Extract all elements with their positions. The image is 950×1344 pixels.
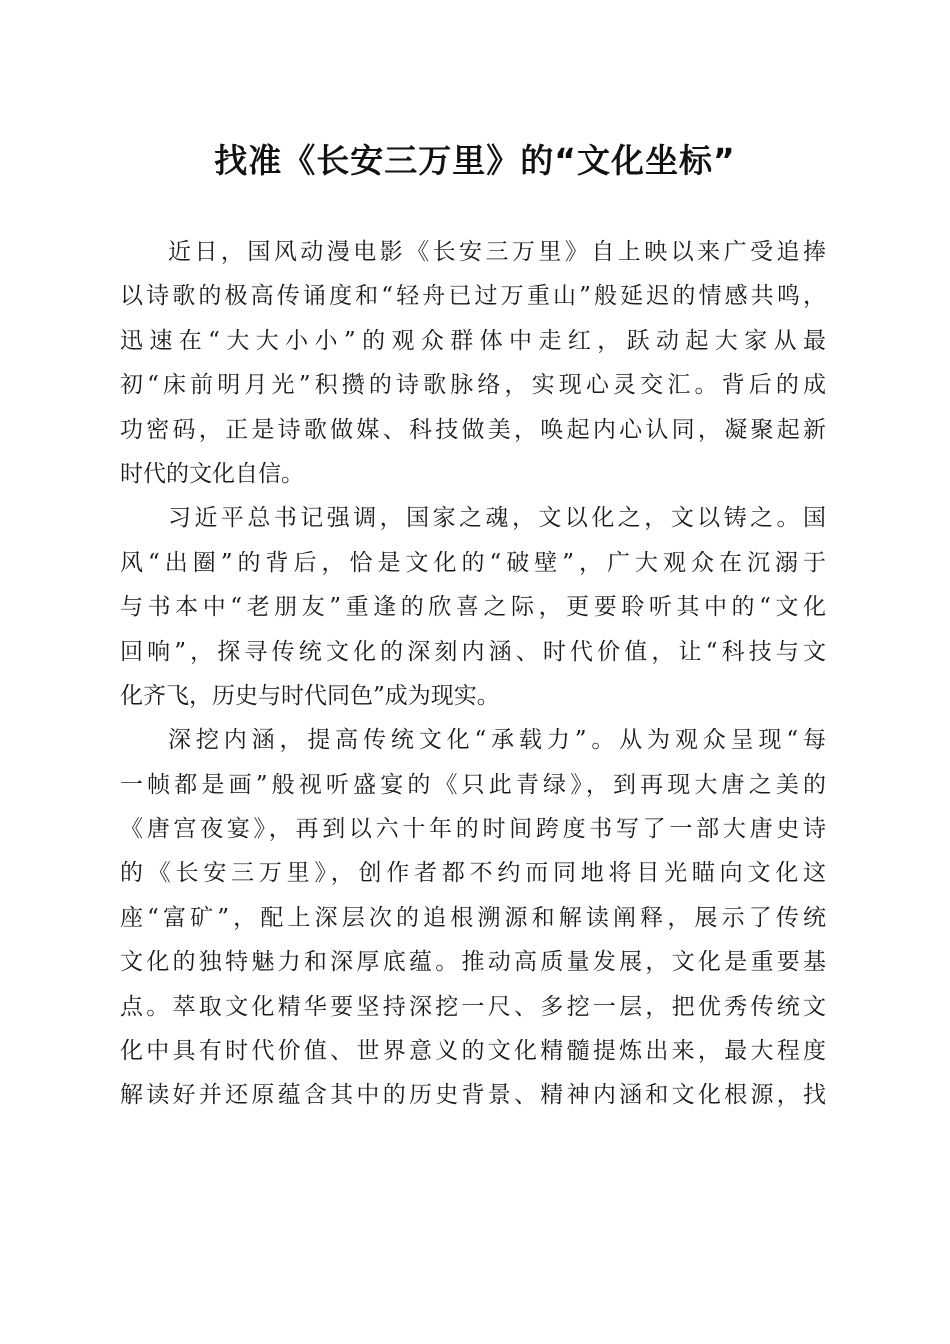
text-line: 解读好并还原蕴含其中的历史背景、精神内涵和文化根源，找 [120, 1082, 826, 1109]
text-line: 回响”，探寻传统文化的深刻内涵、时代价值，让“科技与文 [120, 638, 826, 665]
paragraph-1 [120, 230, 826, 496]
text-line: 功密码，正是诗歌做媒、科技做美，唤起内心认同，凝聚起新 [120, 416, 826, 443]
text-line: 迅速在“大大小小”的观众群体中走红，跃动起大家从最 [120, 327, 826, 354]
text-line: 近日，国风动漫电影《长安三万里》自上映以来广受追捧 [168, 239, 826, 265]
text-line: 点。萃取文化精华要坚持深挖一尺、多挖一层，把优秀传统文 [120, 993, 826, 1020]
text-line: 《唐宫夜宴》，再到以六十年的时间跨度书写了一部大唐史诗 [120, 816, 826, 843]
text-line: 一帧都是画”般视听盛宴的《只此青绿》，到再现大唐之美的 [120, 771, 826, 798]
document-body [120, 230, 826, 1118]
text-line: 以诗歌的极高传诵度和“轻舟已过万重山”般延迟的情感共鸣， [120, 283, 826, 310]
text-line: 化齐飞，历史与时代同色”成为现实。 [120, 682, 500, 709]
text-line: 化中具有时代价值、世界意义的文化精髓提炼出来，最大程度 [120, 1038, 826, 1065]
text-line: 时代的文化自信。 [120, 460, 304, 487]
paragraph-3 [120, 718, 826, 1118]
text-line: 风“出圈”的背后，恰是文化的“破壁”，广大观众在沉溺于 [120, 549, 826, 576]
text-line: 座“富矿”，配上深层次的追根溯源和解读阐释，展示了传统 [120, 904, 826, 931]
text-line: 文化的独特魅力和深厚底蕴。推动高质量发展，文化是重要基 [120, 949, 826, 976]
text-line: 与书本中“老朋友”重逢的欣喜之际，更要聆听其中的“文化 [120, 594, 826, 621]
text-line: 的《长安三万里》，创作者都不约而同地将目光瞄向文化这 [120, 860, 826, 887]
text-line: 深挖内涵，提高传统文化“承载力”。从为观众呈现“每 [168, 727, 826, 754]
text-line: 初“床前明月光”积攒的诗歌脉络，实现心灵交汇。背后的成 [120, 372, 826, 399]
text-line: 习近平总书记强调，国家之魂，文以化之，文以铸之。国 [168, 505, 826, 532]
document-title: 找准《长安三万里》的“文化坐标” [214, 141, 736, 180]
paragraph-2 [120, 496, 826, 718]
